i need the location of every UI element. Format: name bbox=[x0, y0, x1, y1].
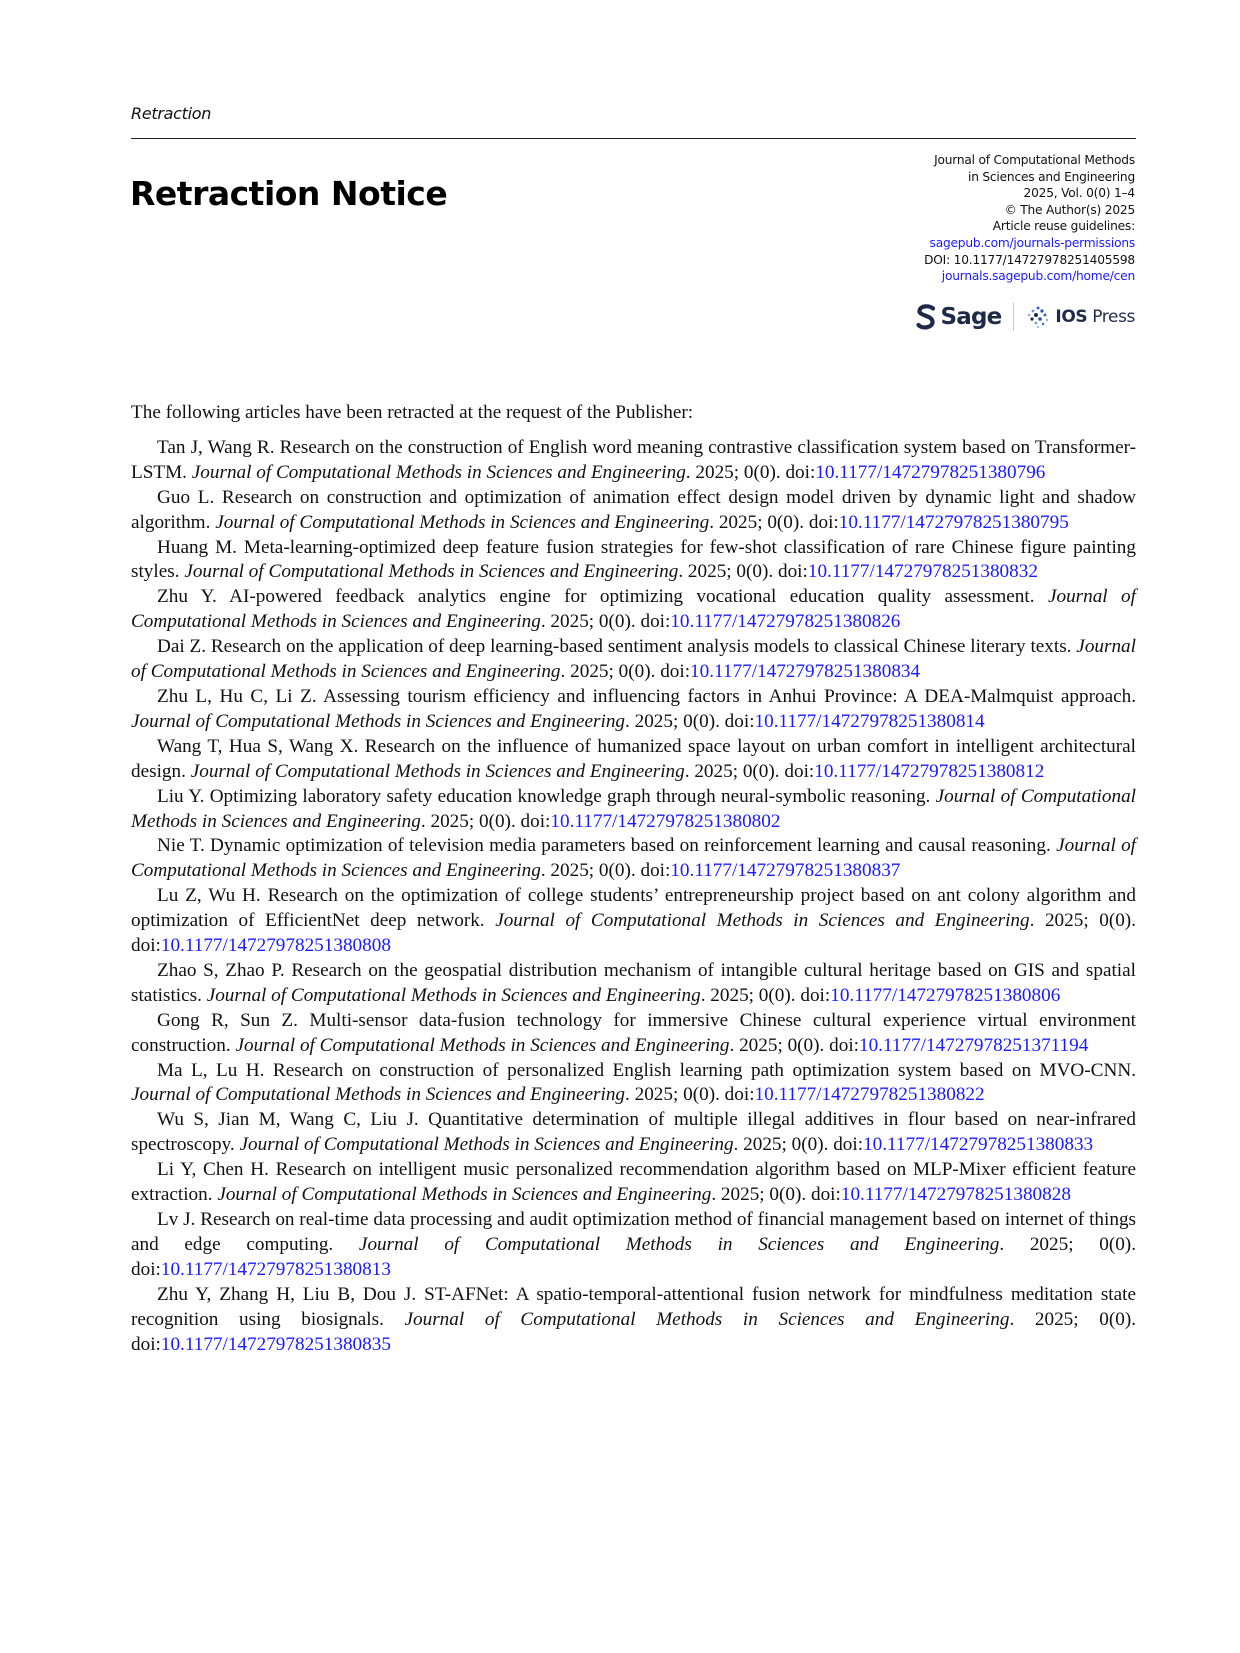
sage-s-icon bbox=[916, 304, 936, 330]
journal-title: Journal of Computational Methods in Sciences and Engineering bbox=[217, 1184, 712, 1206]
journal-title: Journal of Computational Methods in Sciences and Engineering bbox=[239, 1134, 734, 1156]
retracted-article-entry bbox=[131, 585, 1136, 635]
retracted-article-entry bbox=[131, 1158, 1136, 1208]
journal-title: Journal of Computational Methods in Sciences and Engineering bbox=[235, 1034, 730, 1056]
article-citation: Dai Z. Research on the application of deep learning-based sentiment analysis models to classical Chinese literary texts. bbox=[157, 636, 1077, 658]
article-citation: Zhu Y. AI-powered feedback analytics engine for optimizing vocational education quality assessment. bbox=[157, 586, 1048, 608]
retracted-article-entry bbox=[131, 1283, 1136, 1358]
reuse-label: Article reuse guidelines: bbox=[992, 219, 1135, 234]
article-citation: Gong R, Sun Z. Multi-sensor data-fusion technology for immersive Chinese cultural experience virtual environment construction. bbox=[131, 1009, 1136, 1056]
doi-link[interactable]: 10.1177/14727978251371194 bbox=[858, 1034, 1089, 1056]
article-citation: Tan J, Wang R. Research on the construction of English word meaning contrastive classification system based on Transformer-LSTM. bbox=[131, 436, 1136, 483]
journal-title: Journal of Computational Methods in Sciences and Engineering bbox=[215, 511, 710, 533]
doi-link[interactable]: 10.1177/14727978251380837 bbox=[670, 860, 901, 882]
journal-title: Journal of Computational Methods in Sciences and Engineering bbox=[495, 910, 1030, 932]
article-citation: Zhu L, Hu C, Li Z. Assessing tourism efficiency and influencing factors in Anhui Province: A DEA-Malmquist approach. bbox=[157, 685, 1136, 707]
doi-link[interactable]: 10.1177/14727978251380796 bbox=[815, 461, 1046, 483]
doi-link[interactable]: 10.1177/14727978251380835 bbox=[160, 1333, 391, 1355]
article-citation: Li Y, Chen H. Research on intelligent music personalized recommendation algorithm based on MLP-Mixer efficient feature extraction. bbox=[131, 1159, 1136, 1206]
year-volume: . 2025; 0(0). doi: bbox=[700, 984, 831, 1006]
retracted-article-entry bbox=[131, 884, 1136, 959]
year-volume: . 2025; 0(0). doi: bbox=[711, 1184, 841, 1206]
year-volume: . 2025; 0(0). doi: bbox=[709, 511, 839, 533]
journal-title: Journal of Computational Methods in Sciences and Engineering bbox=[131, 835, 1136, 882]
year-volume: . 2025; 0(0). doi: bbox=[131, 1308, 1137, 1355]
retracted-article-entry bbox=[131, 735, 1136, 785]
retracted-article-entry bbox=[131, 486, 1136, 536]
year-volume: . 2025; 0(0). doi: bbox=[560, 661, 691, 683]
doi-link[interactable]: 10.1177/14727978251380813 bbox=[160, 1258, 391, 1280]
ios-press-wordmark: IOS Press bbox=[1055, 307, 1135, 327]
journal-home-link[interactable]: journals.sagepub.com/home/cen bbox=[941, 269, 1135, 284]
article-citation: Lv J. Research on real-time data processing and audit optimization method of financial management based on internet of things and edge computing. bbox=[131, 1209, 1136, 1255]
retracted-article-entry bbox=[131, 685, 1136, 735]
permissions-link[interactable]: sagepub.com/journals-permissions bbox=[929, 235, 1135, 250]
journal-name-line-2: in Sciences and Engineering bbox=[968, 169, 1135, 184]
retracted-article-entry bbox=[131, 436, 1136, 486]
article-citation: Wang T, Hua S, Wang X. Research on the influence of humanized space layout on urban comfort in intelligent architectural design. bbox=[131, 735, 1136, 782]
doi-link[interactable]: 10.1177/14727978251380808 bbox=[160, 935, 391, 957]
retracted-article-entry bbox=[131, 785, 1136, 835]
journal-title: Journal of Computational Methods in Sciences and Engineering bbox=[131, 785, 1136, 832]
publisher-logos bbox=[916, 302, 1135, 332]
journal-title: Journal of Computational Methods in Sciences and Engineering bbox=[190, 760, 685, 782]
year-volume: . 2025; 0(0). doi: bbox=[684, 760, 815, 782]
intro-text: The following articles have been retracted at the request of the Publisher: bbox=[131, 402, 694, 423]
doi-link[interactable]: 10.1177/14727978251380802 bbox=[550, 810, 781, 832]
doi-link[interactable]: 10.1177/14727978251380834 bbox=[690, 661, 921, 683]
doi-link[interactable]: 10.1177/14727978251380795 bbox=[838, 511, 1069, 533]
journal-title: Journal of Computational Methods in Sciences and Engineering bbox=[206, 984, 701, 1006]
ios-press-logo bbox=[1026, 305, 1135, 329]
article-citation: Huang M. Meta-learning-optimized deep feature fusion strategies for few-shot classification of rare Chinese figure painting styles. bbox=[131, 536, 1136, 583]
journal-title: Journal of Computational Methods in Sciences and Engineering bbox=[358, 1233, 1000, 1255]
running-head: Retraction bbox=[131, 104, 212, 123]
journal-title: Journal of Computational Methods in Sciences and Engineering bbox=[191, 461, 686, 483]
year-volume: . 2025; 0(0). doi: bbox=[729, 1034, 859, 1056]
journal-title: Journal of Computational Methods in Sciences and Engineering bbox=[184, 561, 679, 583]
article-citation: Guo L. Research on construction and optimization of animation effect design model driven by dynamic light and shadow algorithm. bbox=[131, 486, 1136, 533]
journal-name-line-1: Journal of Computational Methods bbox=[934, 153, 1135, 167]
journal-title: Journal of Computational Methods in Sciences and Engineering bbox=[404, 1308, 1010, 1330]
article-citation: Zhao S, Zhao P. Research on the geospatial distribution mechanism of intangible cultural heritage based on GIS and spatial statistics. bbox=[131, 959, 1136, 1006]
journal-title: Journal of Computational Methods in Sciences and Engineering bbox=[131, 636, 1136, 683]
retracted-article-entry bbox=[131, 635, 1136, 685]
retracted-article-entry bbox=[131, 1009, 1136, 1059]
header-rule bbox=[131, 138, 1136, 139]
page-title: Retraction Notice bbox=[130, 174, 448, 213]
article-citation: Wu S, Jian M, Wang C, Liu J. Quantitative determination of multiple illegal additives in flour based on near-infrared spectroscopy. bbox=[131, 1109, 1136, 1156]
retracted-article-entry bbox=[131, 959, 1136, 1009]
retracted-article-entry bbox=[131, 536, 1136, 586]
article-citation: Liu Y. Optimizing laboratory safety education knowledge graph through neural-symbolic reasoning. bbox=[157, 785, 936, 807]
year-volume: . 2025; 0(0). doi: bbox=[540, 860, 671, 882]
doi-link[interactable]: 10.1177/14727978251380828 bbox=[840, 1184, 1071, 1206]
retracted-article-entry bbox=[131, 1059, 1136, 1109]
article-citation: Zhu Y, Zhang H, Liu B, Dou J. ST-AFNet: A spatio-temporal-attentional fusion network for mindfulness meditation state recognition using biosignals. bbox=[131, 1283, 1136, 1330]
year-volume: . 2025; 0(0). doi: bbox=[540, 611, 671, 633]
article-citation: Lu Z, Wu H. Research on the optimization of college students’ entrepreneurship project based on ant colony algorithm and optimization of EfficientNet deep network. bbox=[131, 885, 1136, 932]
journal-title: Journal of Computational Methods in Sciences and Engineering bbox=[131, 1084, 626, 1106]
doi-link[interactable]: 10.1177/14727978251380833 bbox=[863, 1134, 1094, 1156]
logo-divider bbox=[1013, 303, 1014, 331]
year-volume: . 2025; 0(0). doi: bbox=[685, 461, 816, 483]
retracted-articles-list bbox=[131, 436, 1136, 1358]
doi-link[interactable]: 10.1177/14727978251380806 bbox=[830, 984, 1061, 1006]
ios-dots-icon bbox=[1026, 305, 1050, 329]
article-citation: Nie T. Dynamic optimization of television media parameters based on reinforcement learning and causal reasoning. bbox=[157, 835, 1057, 857]
volume-info: 2025, Vol. 0(0) 1–4 bbox=[1023, 186, 1135, 201]
doi-link[interactable]: 10.1177/14727978251380826 bbox=[670, 611, 901, 633]
year-volume: . 2025; 0(0). doi: bbox=[733, 1134, 864, 1156]
retracted-article-entry bbox=[131, 1108, 1136, 1158]
year-volume: . 2025; 0(0). doi: bbox=[131, 910, 1136, 957]
copyright: © The Author(s) 2025 bbox=[1004, 202, 1135, 217]
retracted-article-entry bbox=[131, 1208, 1136, 1283]
doi-link[interactable]: 10.1177/14727978251380814 bbox=[754, 710, 985, 732]
retraction-body bbox=[131, 401, 1136, 1357]
journal-title: Journal of Computational Methods in Sciences and Engineering bbox=[131, 586, 1136, 633]
doi-link[interactable]: 10.1177/14727978251380812 bbox=[814, 760, 1045, 782]
year-volume: . 2025; 0(0). doi: bbox=[131, 1233, 1136, 1280]
retracted-article-entry bbox=[131, 834, 1136, 884]
year-volume: . 2025; 0(0). doi: bbox=[625, 710, 755, 732]
journal-meta-block bbox=[924, 152, 1135, 285]
year-volume: . 2025; 0(0). doi: bbox=[678, 561, 808, 583]
article-doi: DOI: 10.1177/14727978251405598 bbox=[924, 252, 1135, 267]
journal-title: Journal of Computational Methods in Sciences and Engineering bbox=[131, 710, 626, 732]
doi-link[interactable]: 10.1177/14727978251380822 bbox=[754, 1084, 985, 1106]
sage-logo bbox=[916, 304, 1001, 330]
article-citation: Ma L, Lu H. Research on construction of personalized English learning path optimization system based on MVO-CNN. bbox=[157, 1059, 1136, 1081]
year-volume: . 2025; 0(0). doi: bbox=[625, 1084, 755, 1106]
sage-wordmark: Sage bbox=[940, 304, 1002, 330]
year-volume: . 2025; 0(0). doi: bbox=[420, 810, 551, 832]
doi-link[interactable]: 10.1177/14727978251380832 bbox=[807, 561, 1038, 583]
